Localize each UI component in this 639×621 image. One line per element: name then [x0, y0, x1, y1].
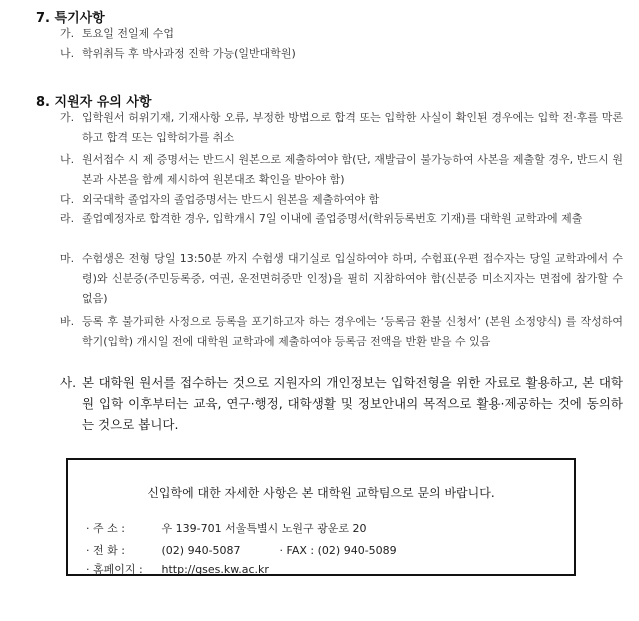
contact-box-title: 신입학에 대한 자세한 사항은 본 대학원 교학팀으로 문의 바랍니다.	[147, 486, 495, 500]
item-text: 등록 후 불가피한 사정으로 등록을 포기하고자 하는 경우에는 ‘등록금 환불 신청서’ (본원 소정양식) 를 작성하여 학기(입학) 개시일 전에 대학원 교학과에 제출하여야 등록금 전액을 반환 받을 수 있음	[82, 315, 623, 348]
item-mark: 다.	[60, 193, 75, 206]
item-mark: 사.	[60, 375, 77, 390]
homepage-label: · 홈페이지 :	[86, 563, 143, 576]
section-8-item-e	[60, 249, 623, 309]
item-text: 토요일 전일제 수업	[82, 27, 175, 40]
item-text: 본 대학원 원서를 접수하는 것으로 지원자의 개인정보는 입학전형을 위한 자료로 활용하고, 본 대학원 입학 이후부터는 교육, 연구·행정, 대학생활 및 정보안내의 목적으로 활용·제공하는 것에 동의하는 것으로 봅니다.	[82, 375, 623, 432]
phone-value: (02) 940-5087	[161, 544, 241, 557]
item-text: 외국대학 졸업자의 졸업증명서는 반드시 원본을 제출하여야 함	[82, 193, 380, 206]
section-8-item-f	[60, 312, 623, 352]
contact-homepage	[86, 561, 269, 577]
item-mark: 가.	[60, 27, 75, 40]
item-mark: 마.	[60, 252, 75, 265]
item-mark: 나.	[60, 47, 75, 60]
section-7-title: 7. 특기사항	[36, 11, 105, 26]
item-text: 졸업예정자로 합격한 경우, 입학개시 7일 이내에 졸업증명서(학위등록번호 기재)를 대학원 교학과에 제출	[82, 212, 583, 225]
address-label: · 주 소 :	[86, 522, 125, 535]
item-text: 입학원서 허위기재, 기재사항 오류, 부정한 방법으로 합격 또는 입학한 사실이 확인된 경우에는 입학 전·후를 막론하고 합격 또는 입학허가를 취소	[82, 111, 623, 144]
contact-address	[86, 520, 366, 536]
item-text: 학위취득 후 박사과정 진학 가능(일반대학원)	[82, 47, 296, 60]
item-text: 원서접수 시 제 증명서는 반드시 원본으로 제출하여야 함(단, 재발급이 불가능하여 사본을 제출할 경우, 반드시 원본과 사본을 함께 제시하여 원본대조 확인을 받아야 함)	[82, 153, 623, 186]
address-value: 우 139-701 서울특별시 노원구 광운로 20	[161, 522, 367, 535]
section-8-item-b	[60, 150, 623, 190]
section-8-item-a	[60, 108, 623, 148]
item-mark: 가.	[60, 111, 75, 124]
item-mark: 라.	[60, 212, 75, 225]
section-8-item-d	[60, 209, 623, 229]
contact-box	[66, 458, 576, 576]
homepage-link[interactable]: http://gses.kw.ac.kr	[161, 563, 269, 576]
section-7-item-a	[60, 24, 623, 44]
item-mark: 나.	[60, 153, 75, 166]
item-text: 수험생은 전형 당일 13:50분 까지 수험생 대기실로 입실하여야 하며, 수험표(우편 접수자는 당일 교학과에서 수령)와 신분증(주민등록증, 여권, 운전면허증만 인정)을 필히 지참하여야 함(신분증 미소지자는 면접에 참가할 수 없음)	[82, 252, 623, 305]
fax-label: · FAX :	[279, 544, 315, 557]
phone-label: · 전 화 :	[86, 544, 125, 557]
section-8-title: 8. 지원자 유의 사항	[36, 95, 152, 110]
section-7-item-b	[60, 44, 623, 64]
item-mark: 바.	[60, 315, 75, 328]
section-8-item-g	[60, 372, 623, 435]
contact-phone-fax	[86, 542, 397, 558]
section-8-item-c	[60, 190, 623, 210]
fax-value: (02) 940-5089	[317, 544, 397, 557]
